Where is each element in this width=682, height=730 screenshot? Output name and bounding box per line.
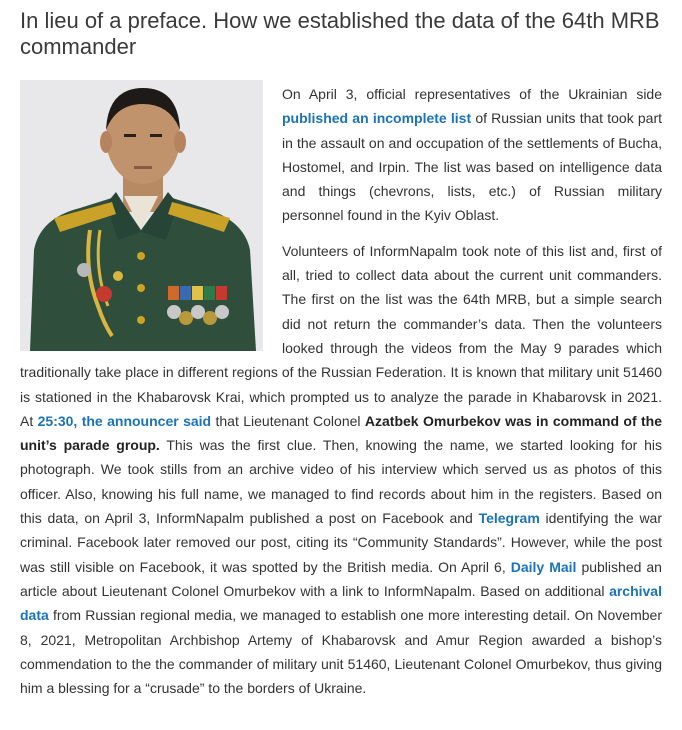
- announcer-video-link[interactable]: 25:30, the announcer said: [37, 412, 212, 429]
- officer-portrait-image: [20, 80, 263, 351]
- article-title: In lieu of a preface. How we established the data of the 64th MRB commander: [20, 8, 660, 59]
- text: from Russian regional media, we managed to establish one more interesting detail. On November 8, 2021, Metropolitan Archbishop Artemy of Khabarovsk and Amur Region awarded a bishop’s commendation to the the commander of military unit 51460, Lieutenant Colonel Omurbekov, thus giving him a blessing for a “crusade” to the borders of Ukraine.: [20, 607, 662, 697]
- text: This was the first clue. Then, knowing the name, we started looking for his photograph. We took stills from an archive video of his interview which served us as photos of this officer. Also, knowing his full name, we managed to find records about him in the registers. Based on this data, on April 3, InformNapalm published a post on Facebook and: [20, 437, 662, 527]
- text: On April 3, official representatives of the Ukrainian side: [282, 86, 662, 102]
- text: Volunteers of InformNapalm took note of this list and, first of all, tried to collect data about the current unit commanders. The first on the list was the 64th MRB, but a simple search did not return the commander’s data. Then the volunteers looked through the videos from the May 9 parades which traditionally take place in different regions of the Russian Federation. It is known that military unit 51460 is stationed in the Khabarovsk Krai, which prompted us to analyze the parade in Khabarovsk in 2021. At: [20, 242, 662, 429]
- text: that Lieutenant Colonel: [211, 412, 365, 429]
- bold-statement: Azatbek Omurbekov was in command of the unit’s parade group.: [20, 412, 663, 454]
- text: identifying the war criminal. Facebook later removed our post, citing its “Community Standards”. However, while the post was still visible on Facebook, it was spotted by the British media. On April 6,: [20, 510, 662, 575]
- archival-data-link[interactable]: archival data: [20, 582, 662, 624]
- published-list-link[interactable]: published an incomplete list: [282, 110, 472, 127]
- officer-portrait-illustration: [20, 80, 263, 351]
- text: of Russian units that took part in the assault on and occupation of the settlements of Bucha, Hostomel, and Irpin. The list was based on intelligence data and things (chevrons, lists, etc.) of Russian military personnel found in the Kyiv Oblast.: [282, 110, 663, 224]
- daily-mail-link[interactable]: Daily Mail: [510, 558, 577, 575]
- text: published an article about Lieutenant Colonel Omurbekov with a link to InformNapalm. Based on additional: [20, 558, 662, 599]
- telegram-link[interactable]: Telegram: [478, 510, 540, 527]
